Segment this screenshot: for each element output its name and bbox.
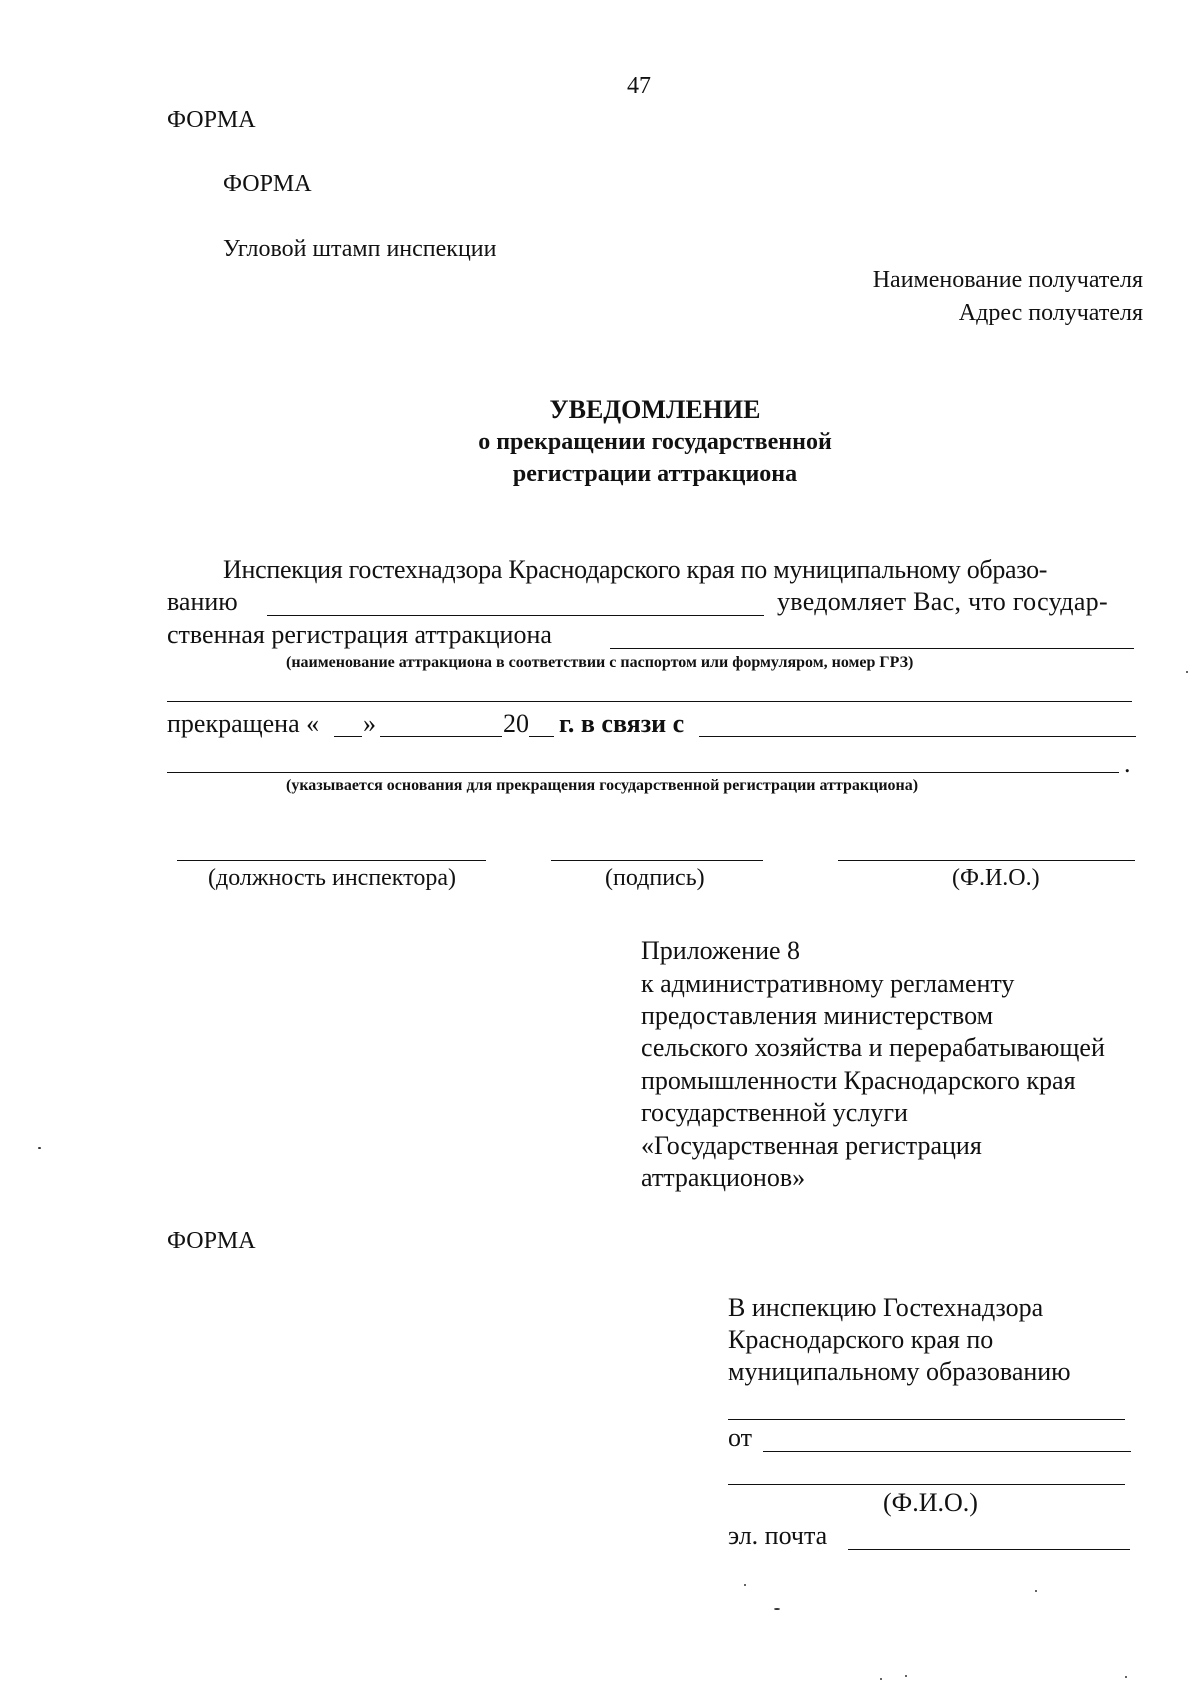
scan-speck bbox=[744, 1584, 746, 1586]
body-line-1: Инспекция гостехнадзора Краснодарского края по муниципальному образо- bbox=[223, 555, 1048, 584]
from-label: от bbox=[728, 1423, 753, 1452]
form-label-top: ФОРМА bbox=[167, 107, 256, 133]
signature-line bbox=[551, 860, 763, 861]
email-label: эл. почта bbox=[728, 1521, 828, 1550]
scan-speck bbox=[38, 1147, 41, 1149]
scan-speck bbox=[1186, 671, 1188, 673]
form-label-bottom: ФОРМА bbox=[167, 1228, 256, 1254]
signature-caption: (подпись) bbox=[605, 865, 705, 891]
notice-subtitle-2: регистрации аттракциона bbox=[512, 461, 798, 487]
attraction-blank-line-2 bbox=[167, 701, 1132, 702]
position-signature-line bbox=[177, 860, 486, 861]
appendix-line: предоставления министерством bbox=[641, 1001, 994, 1030]
year-suffix: г. в связи с bbox=[559, 709, 685, 738]
address-line: Краснодарского края по bbox=[728, 1325, 994, 1354]
appendix-line: к административному регламенту bbox=[641, 969, 1015, 998]
municipality-blank-line bbox=[267, 615, 764, 616]
recipient-address: Адрес получателя bbox=[958, 300, 1143, 326]
municipality-name-line bbox=[728, 1419, 1125, 1420]
fio-caption: (Ф.И.О.) bbox=[952, 865, 1040, 891]
scan-speck bbox=[1125, 1676, 1127, 1678]
appendix-line: государственной услуги bbox=[641, 1098, 908, 1127]
email-blank-line bbox=[848, 1549, 1130, 1550]
address-line: В инспекцию Гостехнадзора bbox=[728, 1293, 1044, 1322]
notice-subtitle-1: о прекращении государственной bbox=[478, 429, 832, 455]
terminated-prefix: прекращена « bbox=[167, 709, 320, 738]
scan-speck bbox=[774, 1608, 780, 1610]
form-label-second: ФОРМА bbox=[223, 171, 312, 197]
body-line-3: ственная регистрация аттракциона bbox=[167, 620, 552, 649]
recipient-name: Наименование получателя bbox=[872, 267, 1143, 293]
month-blank-line bbox=[380, 736, 502, 737]
corner-stamp-label: Угловой штамп инспекции bbox=[223, 236, 497, 262]
attraction-blank-line bbox=[610, 648, 1134, 649]
scan-speck bbox=[1035, 1590, 1037, 1592]
fio-signature-line bbox=[838, 860, 1135, 861]
scan-speck bbox=[905, 1675, 907, 1677]
appendix-line: аттракционов» bbox=[641, 1163, 806, 1192]
fio-blank-line bbox=[728, 1484, 1125, 1485]
position-caption: (должность инспектора) bbox=[208, 865, 456, 891]
applicant-fio-caption: (Ф.И.О.) bbox=[883, 1488, 978, 1517]
year-prefix: 20 bbox=[503, 709, 529, 738]
reason-blank-line-2 bbox=[167, 772, 1119, 773]
terminated-quote: » bbox=[363, 709, 376, 738]
appendix-line: «Государственная регистрация bbox=[641, 1131, 982, 1160]
scan-speck bbox=[880, 1678, 882, 1680]
notice-title: УВЕДОМЛЕНИЕ bbox=[549, 395, 761, 424]
caption-reason: (указывается основания для прекращения государственной регистрации аттракциона) bbox=[286, 777, 919, 794]
from-blank-line bbox=[763, 1451, 1131, 1452]
reason-period: . bbox=[1124, 749, 1131, 778]
caption-attraction: (наименование аттракциона в соответствии с паспортом или формуляром, номер ГРЗ) bbox=[286, 654, 914, 671]
page-number: 47 bbox=[627, 73, 651, 99]
reason-blank-line bbox=[699, 736, 1136, 737]
address-line: муниципальному образованию bbox=[728, 1357, 1071, 1386]
appendix-line: сельского хозяйства и перерабатывающей bbox=[641, 1033, 1105, 1062]
appendix-line: Приложение 8 bbox=[641, 936, 801, 965]
body-line-2-end: уведомляет Вас, что государ- bbox=[777, 587, 1108, 616]
year-blank-line bbox=[529, 736, 554, 737]
appendix-line: промышленности Краснодарского края bbox=[641, 1066, 1076, 1095]
body-line-2-start: ванию bbox=[167, 587, 238, 616]
day-blank-line bbox=[334, 736, 362, 737]
